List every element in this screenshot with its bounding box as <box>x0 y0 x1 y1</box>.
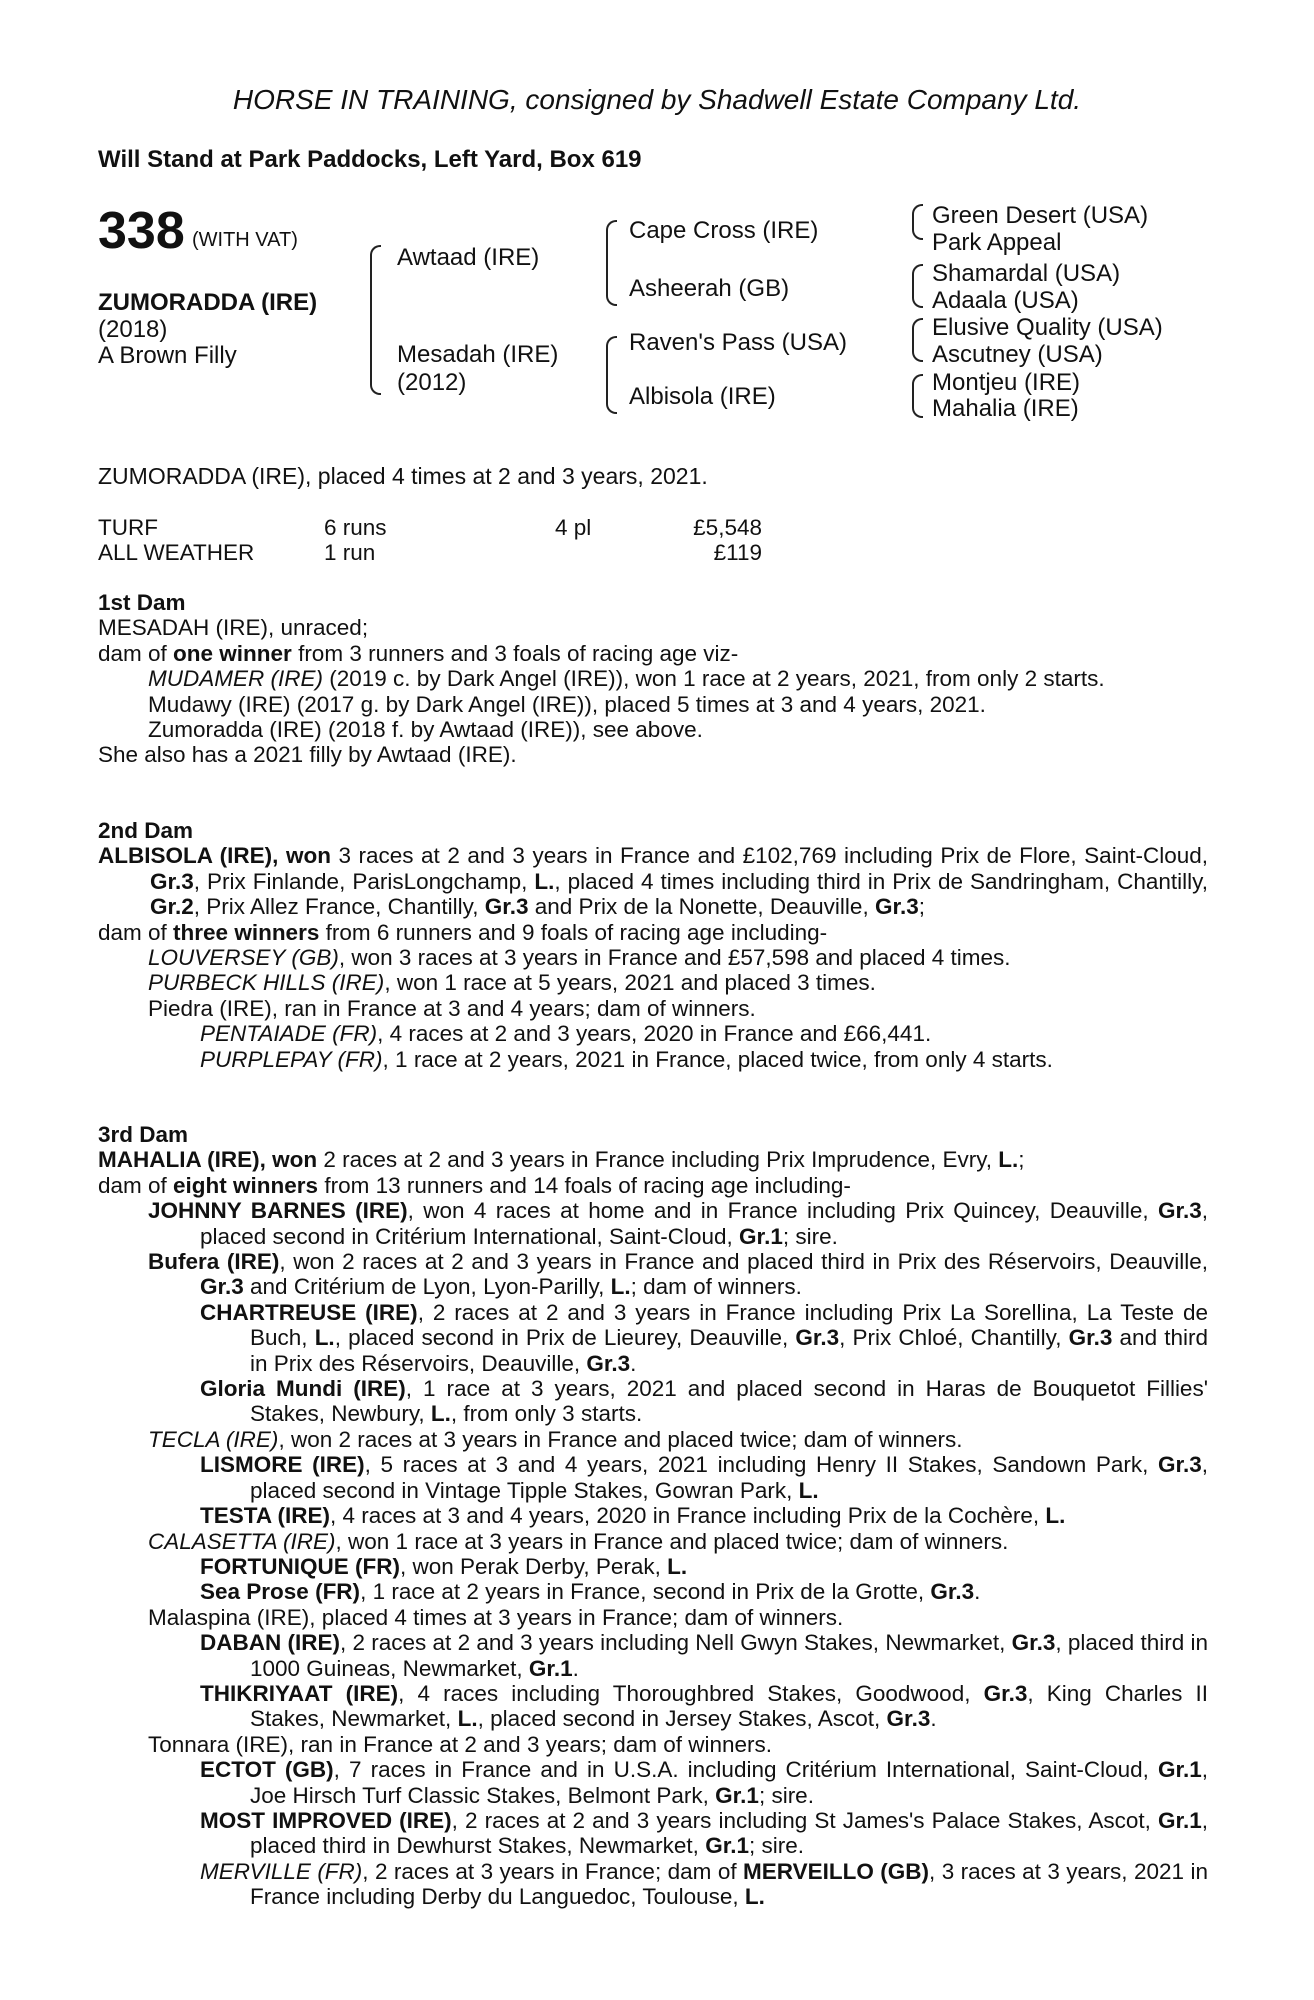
pedigree-brace-g4 <box>912 374 923 418</box>
pedigree-sire: Awtaad (IRE) <box>397 244 540 271</box>
progeny-pentaiade: PENTAIADE (FR), 4 races at 2 and 3 years, 2020 in France and £66,441. <box>200 1021 932 1047</box>
record-aw-surface: ALL WEATHER <box>98 540 255 565</box>
progeny-chartreuse: CHARTREUSE (IRE), 2 races at 2 and 3 years in France including Prix La Sorellina, La Teste de Buch, L., placed second in Prix de Lieurey, Deauville, Gr.3, Prix Chloé, Chantilly, Gr.3 and third in Prix des Réservoirs, Deauville, Gr.3. <box>200 1299 1208 1376</box>
third-dam-heading: 3rd Dam <box>98 1122 189 1147</box>
first-dam-also: She also has a 2021 filly by Awtaad (IRE). <box>98 742 517 768</box>
record-aw-runs: 1 run <box>324 540 376 565</box>
progeny-most-improved: MOST IMPROVED (IRE), 2 races at 2 and 3 years including St James's Palace Stakes, Ascot, Gr.1, placed third in Dewhurst Stakes, Newmarket, Gr.1; sire. <box>200 1807 1208 1859</box>
horse-year: (2018) <box>98 316 168 343</box>
pedigree-brace-dam <box>606 336 617 414</box>
pedigree-sire-dam: Asheerah (GB) <box>629 275 790 302</box>
stand-location: Will Stand at Park Paddocks, Left Yard, Box 619 <box>98 146 642 173</box>
progeny-merville: MERVILLE (FR), 2 races at 3 years in France; dam of MERVEILLO (GB), 3 races at 3 years, 2021 in France including Derby du Languedoc, Toulouse, L. <box>200 1858 1208 1910</box>
horse-name: ZUMORADDA (IRE) <box>98 289 318 316</box>
pedigree-g3: Shamardal (USA) <box>932 260 1121 287</box>
page-header: HORSE IN TRAINING, consigned by Shadwell Estate Company Ltd. <box>232 84 1082 115</box>
second-dam-produce-line: dam of three winners from 6 runners and 9 foals of racing age including- <box>98 919 828 945</box>
first-dam-produce-line: dam of one winner from 3 runners and 3 foals of racing age viz- <box>98 640 739 666</box>
pedigree-brace-main <box>370 245 381 395</box>
summary-line: ZUMORADDA (IRE), placed 4 times at 2 and 3 years, 2021. <box>98 463 708 489</box>
progeny-calasetta: CALASETTA (IRE), won 1 race at 3 years in France and placed twice; dam of winners. <box>148 1528 1009 1554</box>
record-aw-prize: £119 <box>713 540 762 565</box>
horse-description: A Brown Filly <box>98 342 237 369</box>
progeny-sea-prose: Sea Prose (FR), 1 race at 2 years in France, second in Prix de la Grotte, Gr.3. <box>200 1579 981 1605</box>
pedigree-brace-g2 <box>912 264 923 308</box>
progeny-fortunique: FORTUNIQUE (FR), won Perak Derby, Perak, L. <box>200 1553 688 1579</box>
pedigree-brace-g1 <box>912 204 923 240</box>
pedigree-g7: Montjeu (IRE) <box>932 369 1081 396</box>
progeny-bufera: Bufera (IRE), won 2 races at 2 and 3 years in France and placed third in Prix des Réservoirs, Deauville, Gr.3 and Critérium de Lyon, Lyon-Parilly, L.; dam of winners. <box>148 1249 1208 1300</box>
third-dam-section <box>98 1122 1208 1910</box>
progeny-testa: TESTA (IRE), 4 races at 3 and 4 years, 2020 in France including Prix de la Cochère, L. <box>200 1503 1066 1529</box>
progeny-louversey: LOUVERSEY (GB), won 3 races at 3 years in France and £57,598 and placed 4 times. <box>148 945 1011 971</box>
progeny-mudamer: MUDAMER (IRE) (2019 c. by Dark Angel (IRE)), won 1 race at 2 years, 2021, from only 2 starts. <box>148 666 1105 692</box>
progeny-piedra: Piedra (IRE), ran in France at 3 and 4 years; dam of winners. <box>148 995 756 1021</box>
first-dam-section <box>98 590 1208 768</box>
pedigree-g4: Adaala (USA) <box>932 287 1079 314</box>
pedigree-g8: Mahalia (IRE) <box>932 395 1079 422</box>
second-dam-heading: 2nd Dam <box>98 818 194 843</box>
progeny-tecla: TECLA (IRE), won 2 races at 3 years in France and placed twice; dam of winners. <box>148 1426 963 1452</box>
progeny-daban: DABAN (IRE), 2 races at 2 and 3 years including Nell Gwyn Stakes, Newmarket, Gr.3, placed third in 1000 Guineas, Newmarket, Gr.1. <box>200 1630 1208 1681</box>
lot-number: 338 <box>98 202 185 260</box>
second-dam-record: ALBISOLA (IRE), won 3 races at 2 and 3 years in France and £102,769 including Prix de Flore, Saint-Cloud, Gr.3, Prix Finlande, ParisLongchamp, L., placed 4 times including third in Prix de Sandringham, Chantilly, Gr.2, Prix Allez France, Chantilly, Gr.3 and Prix de la Nonette, Deauville, Gr.3; <box>98 843 1208 920</box>
record-turf-runs: 6 runs <box>324 515 387 540</box>
progeny-ectot: ECTOT (GB), 7 races in France and in U.S.A. including Critérium International, Saint-Cloud, Gr.1, Joe Hirsch Turf Classic Stakes, Belmont Park, Gr.1; sire. <box>200 1757 1208 1808</box>
progeny-purplepay: PURPLEPAY (FR), 1 race at 2 years, 2021 in France, placed twice, from only 4 starts. <box>200 1046 1053 1072</box>
progeny-gloria-mundi: Gloria Mundi (IRE), 1 race at 3 years, 2021 and placed second in Haras de Bouquetot Fillies' Stakes, Newbury, L., from only 3 starts. <box>200 1376 1208 1427</box>
pedigree-dam: Mesadah (IRE) <box>397 341 559 368</box>
pedigree-g2: Park Appeal <box>932 229 1062 256</box>
progeny-purbeck-hills: PURBECK HILLS (IRE), won 1 race at 5 years, 2021 and placed 3 times. <box>148 970 876 996</box>
vat-label: (WITH VAT) <box>192 229 298 251</box>
pedigree-brace-sire <box>606 220 617 306</box>
first-dam-line: MESADAH (IRE), unraced; <box>98 615 369 641</box>
pedigree-g6: Ascutney (USA) <box>932 341 1103 368</box>
pedigree-dam-year: (2012) <box>397 369 467 396</box>
third-dam-produce-line: dam of eight winners from 13 runners and 14 foals of racing age including- <box>98 1172 851 1198</box>
progeny-tonnara: Tonnara (IRE), ran in France at 2 and 3 years; dam of winners. <box>148 1731 773 1757</box>
second-dam-section <box>98 818 1208 1072</box>
pedigree-dam-dam: Albisola (IRE) <box>629 383 776 410</box>
record-turf-surface: TURF <box>98 515 158 540</box>
record-turf-placed: 4 pl <box>555 515 592 540</box>
first-dam-heading: 1st Dam <box>98 590 186 615</box>
progeny-mudawy: Mudawy (IRE) (2017 g. by Dark Angel (IRE)), placed 5 times at 3 and 4 years, 2021. <box>148 691 986 717</box>
progeny-thikriyaat: THIKRIYAAT (IRE), 4 races including Thoroughbred Stakes, Goodwood, Gr.3, King Charles II Stakes, Newmarket, L., placed second in Jersey Stakes, Ascot, Gr.3. <box>200 1680 1209 1732</box>
third-dam-record: MAHALIA (IRE), won 2 races at 2 and 3 years in France including Prix Imprudence, Evry, L.; <box>98 1147 1025 1173</box>
progeny-lismore: LISMORE (IRE), 5 races at 3 and 4 years, 2021 including Henry II Stakes, Sandown Park, Gr.3, placed second in Vintage Tipple Stakes, Gowran Park, L. <box>200 1452 1208 1503</box>
pedigree-dam-sire: Raven's Pass (USA) <box>629 329 847 356</box>
pedigree-brace-g3 <box>912 318 923 362</box>
pedigree-g1: Green Desert (USA) <box>932 202 1149 229</box>
pedigree-sire-sire: Cape Cross (IRE) <box>629 217 819 244</box>
pedigree-g5: Elusive Quality (USA) <box>932 314 1163 341</box>
progeny-johnny-barnes: JOHNNY BARNES (IRE), won 4 races at home and in France including Prix Quincey, Deauville, Gr.3, placed second in Critérium International, Saint-Cloud, Gr.1; sire. <box>148 1198 1208 1249</box>
record-turf-prize: £5,548 <box>693 515 762 540</box>
progeny-malaspina: Malaspina (IRE), placed 4 times at 3 years in France; dam of winners. <box>148 1604 844 1630</box>
progeny-zumoradda: Zumoradda (IRE) (2018 f. by Awtaad (IRE)), see above. <box>148 717 703 743</box>
